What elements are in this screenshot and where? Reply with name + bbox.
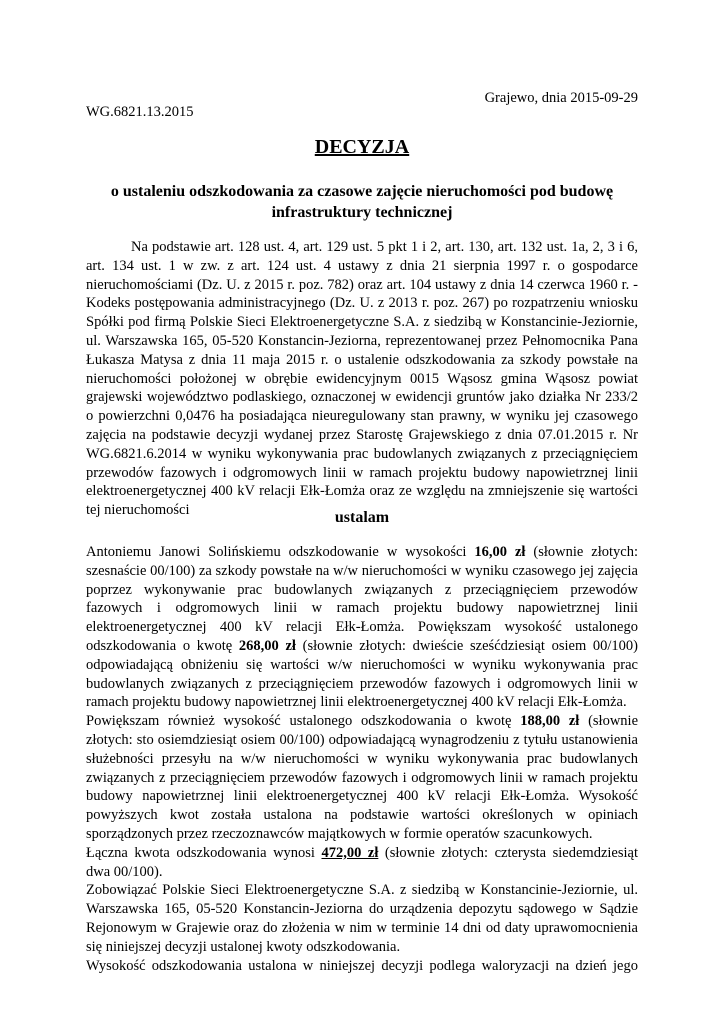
case-reference: WG.6821.13.2015 xyxy=(86,104,194,120)
text-segment: Łączna kwota odszkodowania wynosi xyxy=(86,844,322,861)
decision-heading: ustalam xyxy=(334,509,390,526)
document-title: DECYZJA xyxy=(314,136,410,158)
text-segment: (słownie złotych: dwieście sześćdziesiąt osiem 00/100) odpowiadającą obniżeniu się wartości w/w nieruchomości w wyniku wykonywania prac budowlanych związanych z przeciągnięciem przewodów fazowych i odgromowych linii w ramach projektu budowy napowietrznej linii elektroenergetycznej 400 kV relacji Ełk-Łomża. xyxy=(86,637,639,711)
compensation-paragraph xyxy=(86,543,638,712)
amount-damage: 16,00 zł xyxy=(474,544,526,560)
legal-basis-paragraph: Na podstawie art. 128 ust. 4, art. 129 ust. 5 pkt 1 i 2, art. 130, art. 132 ust. 1a, 2, 3 i 6, art. 134 ust. 1 w zw. z art. 124 ust. 4 ustawy z dnia 21 sierpnia 1997 r. o gospodarce nieruchomościami (Dz. U. z 2015 r. poz. 782) oraz art. 104 ustawy z dnia 14 czerwca 1960 r. - Kodeks postępowania administracyjnego (Dz. U. z 2013 r. poz. 267) po rozpatrzeniu wniosku Spółki pod firmą Polskie Sieci Elektroenergetyczne S.A. z siedzibą w Konstancinie-Jeziornie, ul. Warszawska 165, 05-520 Konstancin-Jeziorna, reprezentowanej przez Pełnomocnika Pana Łukasza Matysa z dnia 11 maja 2015 r. o ustalenie odszkodowania za szkody powstałe na nieruchomości położonej w obrębie ewidencyjnym 0015 Wąsosz gmina Wąsosz powiat grajewski województwo podlaskiego, oznaczonej w ewidencji gruntów jako działka Nr 233/2 o powierzchni 0,0476 ha posiadająca nieuregulowany stan prawny, w wyniku jej czasowego zajęcia na podstawie decyzji wydanej przez Starostę Grajewskiego z dnia 07.01.2015 r. Nr WG.6821.6.2014 w wyniku wykonywania prac budowlanych związanych z przeciągnięciem przewodów fazowych i odgromowych linii w ramach projektu budowy napowietrznej linii elektroenergetycznej 400 kV relacji Ełk-Łomża oraz ze względu na zmniejszenie się wartości tej nieruchomości xyxy=(86,239,638,519)
amount-total: 472,00 zł xyxy=(321,844,379,861)
text-segment: (słownie złotych: szesnaście 00/100) za szkody powstałe na w/w nieruchomości w wyniku czasowego jej zajęcia poprzez wykonywanie prac budowlanych związanych z przeciągnięciem przewodów fazowych i odgromowych linii w ramach projektu budowy napowietrznej linii elektroenergetycznej 400 kV relacji Ełk-Łomża. Powiększam wysokość ustalonego odszkodowania o kwotę xyxy=(86,544,638,654)
text-segment: (słownie złotych: czterysta siedemdziesiąt dwa 00/100). xyxy=(86,844,638,880)
total-paragraph xyxy=(86,844,638,882)
easement-paragraph xyxy=(86,712,638,844)
amount-easement: 188,00 zł xyxy=(520,713,580,730)
issue-date: Grajewo, dnia 2015-09-29 xyxy=(484,90,638,106)
decision-body xyxy=(86,543,638,975)
document-subtitle: o ustaleniu odszkodowania za czasowe zajęcie nieruchomości pod budowę infrastruktury technicznej xyxy=(110,183,614,221)
deposit-obligation-paragraph: Zobowiązać Polskie Sieci Elektroenergetyczne S.A. z siedzibą w Konstancinie-Jeziornie, ul. Warszawska 165, 05-520 Konstancin-Jeziorna do urządzenia depozytu sądowego w Sądzie Rejonowym w Grajewie oraz do złożenia w nim w terminie 14 dni od daty uprawomocnienia się niniejszej decyzji ustalonej kwoty odszkodowania. xyxy=(86,882,638,955)
amount-value-decrease: 268,00 zł xyxy=(238,637,296,654)
valorization-paragraph: Wysokość odszkodowania ustalona w niniejszej decyzji podlega waloryzacji na dzień jego xyxy=(86,957,638,974)
text-segment: Powiększam również wysokość ustalonego odszkodowania o kwotę xyxy=(86,713,521,730)
text-segment: Antoniemu Janowi Solińskiemu odszkodowanie w wysokości xyxy=(86,544,475,560)
text-segment: (słownie złotych: sto osiemdziesiąt osiem 00/100) odpowiadającą wynagrodzeniu z tytułu ustanowienia służebności przesyłu na w/w nieruchomości w wyniku wykonywania prac budowlanych związanych z przeciągnięciem przewodów fazowych i odgromowych linii w ramach projektu budowy napowietrznej linii elektroenergetycznej 400 kV relacji Ełk-Łomża. Wysokość powyższych kwot została ustalona na podstawie wartości określonych w opiniach sporządzonych przez rzeczoznawców majątkowych w formie operatów szacunkowych. xyxy=(86,713,639,842)
